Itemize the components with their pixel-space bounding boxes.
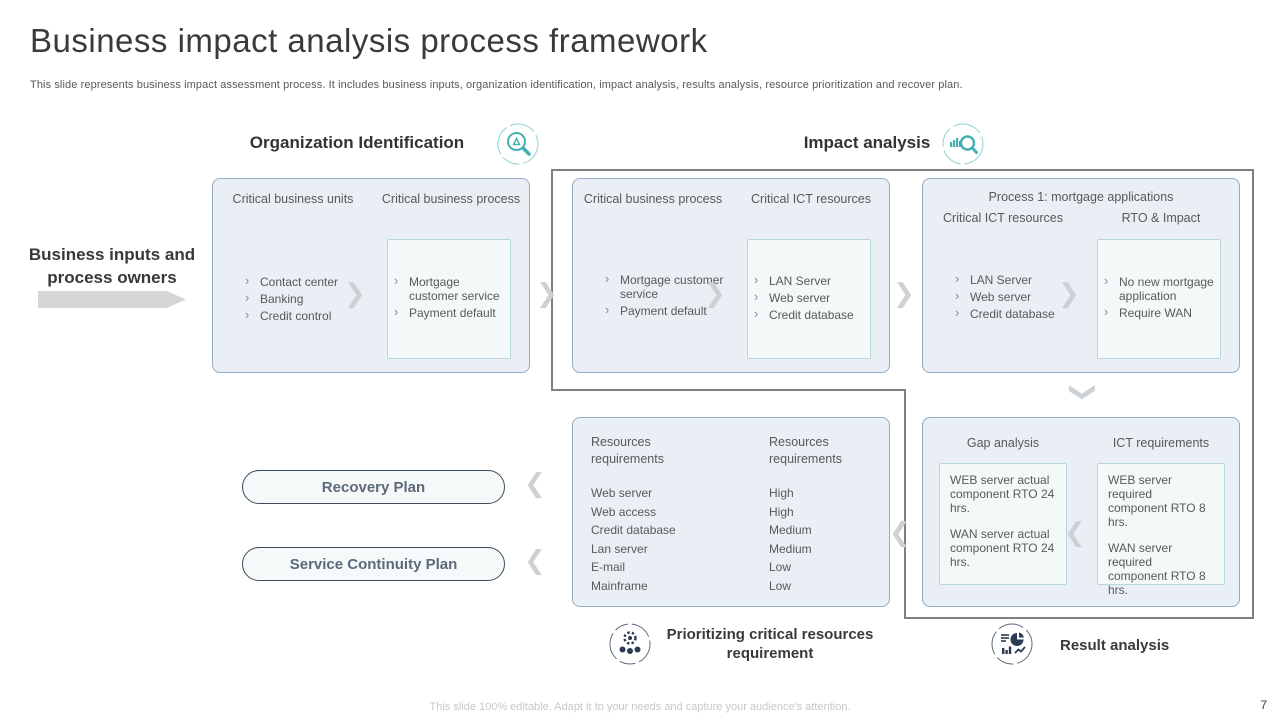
critical-ict-resources-list bbox=[752, 274, 854, 325]
table-cell: Credit database bbox=[591, 523, 676, 538]
chevron-right-icon: ❯ bbox=[344, 279, 366, 309]
table-cell: Medium bbox=[769, 523, 812, 538]
table-cell: Low bbox=[769, 560, 792, 575]
table-cell: Lan server bbox=[591, 541, 648, 556]
chevron-right-icon: ❯ bbox=[893, 279, 915, 309]
column-header: Resources requirements bbox=[769, 435, 842, 466]
list-item: › Credit control bbox=[243, 309, 375, 323]
chevron-right-icon: ❯ bbox=[1058, 279, 1080, 309]
table-cell: E-mail bbox=[591, 560, 626, 575]
gap-item: WAN server required component RTO 8 hrs. bbox=[1108, 541, 1206, 597]
slide-description: This slide represents business impact assessment process. It includes business inputs, organization identification, impact analysis, results analysis, resource prioritization and recover plan. bbox=[30, 79, 963, 91]
org-identification-box bbox=[212, 178, 530, 373]
gap-analysis-box bbox=[922, 417, 1240, 607]
impact-analysis-box-1 bbox=[572, 178, 890, 373]
column-header: RTO & Impact bbox=[1121, 211, 1201, 225]
critical-business-process-list bbox=[392, 275, 506, 323]
list-item: › Web server bbox=[752, 291, 854, 305]
rto-impact-list bbox=[1102, 275, 1216, 323]
service-continuity-plan-button[interactable]: Service Continuity Plan bbox=[242, 547, 505, 581]
magnifier-triangle-icon bbox=[496, 122, 540, 166]
table-cell: High bbox=[769, 504, 794, 519]
resources-requirements-box bbox=[572, 417, 890, 607]
prioritizing-label: Prioritizing critical resources requirement bbox=[666, 626, 874, 662]
column-header: Critical business process bbox=[583, 192, 723, 206]
recovery-plan-button[interactable]: Recovery Plan bbox=[242, 470, 505, 504]
chevron-left-icon: ❮ bbox=[524, 546, 546, 576]
list-item: › Banking bbox=[243, 292, 375, 306]
chevron-left-icon: ❮ bbox=[1064, 518, 1086, 548]
table-cell: Medium bbox=[769, 541, 812, 556]
editable-note: This slide 100% editable. Adapt it to your needs and capture your audience's attention. bbox=[429, 701, 851, 713]
table-cell: Web access bbox=[591, 504, 657, 519]
chevron-right-icon: ❯ bbox=[704, 279, 726, 309]
pie-and-bar-chart-icon bbox=[990, 622, 1034, 666]
list-item: › Payment default bbox=[603, 304, 735, 318]
resources-priority-table bbox=[591, 487, 879, 593]
column-header: Resources requirements bbox=[591, 435, 664, 466]
column-header: Gap analysis bbox=[966, 436, 1040, 450]
right-arrow-shape bbox=[38, 291, 186, 308]
gap-analysis-panel bbox=[939, 463, 1067, 585]
critical-ict-resources-panel bbox=[747, 239, 871, 359]
chevron-right-icon: ❯ bbox=[536, 279, 558, 309]
result-analysis-label: Result analysis bbox=[1060, 637, 1170, 654]
table-cell: Low bbox=[769, 578, 792, 593]
page-title: Business impact analysis process framework bbox=[30, 22, 708, 59]
column-header: Critical business units bbox=[232, 192, 354, 206]
business-inputs-label: Business inputs and process owners bbox=[28, 245, 196, 287]
chevron-left-icon: ❮ bbox=[889, 518, 911, 548]
table-cell: Mainframe bbox=[591, 578, 648, 593]
list-item: › Mortgage customer service bbox=[392, 275, 506, 303]
process-title: Process 1: mortgage applications bbox=[988, 190, 1174, 204]
process-1-box bbox=[922, 178, 1240, 373]
gap-item: WEB server actual component RTO 24 hrs. bbox=[950, 473, 1055, 515]
table-cell: Web server bbox=[591, 486, 653, 500]
list-item: › Mortgage customer service bbox=[603, 273, 735, 301]
ict-requirements-panel bbox=[1097, 463, 1225, 597]
chevron-down-icon: ❯ bbox=[1067, 381, 1098, 403]
gap-item: WAN server actual component RTO 24 hrs. bbox=[950, 527, 1055, 569]
list-item: › No new mortgage application bbox=[1102, 275, 1216, 303]
list-item: › Contact center bbox=[243, 275, 375, 289]
rto-impact-panel bbox=[1097, 239, 1221, 359]
list-item: › Require WAN bbox=[1102, 306, 1216, 320]
gear-with-dots-icon bbox=[608, 622, 652, 666]
bar-chart-magnifier-icon bbox=[941, 122, 985, 166]
list-item: › Credit database bbox=[752, 308, 854, 322]
chevron-left-icon: ❮ bbox=[524, 469, 546, 499]
section-header-impact-analysis: Impact analysis bbox=[803, 133, 931, 152]
column-header: Critical ICT resources bbox=[751, 192, 871, 206]
column-header: Critical ICT resources bbox=[943, 211, 1063, 225]
list-item: › LAN Server bbox=[752, 274, 854, 288]
gap-item: WEB server required component RTO 8 hrs. bbox=[1108, 473, 1206, 529]
table-cell: High bbox=[769, 486, 794, 500]
critical-business-process-panel bbox=[387, 239, 511, 359]
list-item: › Web server bbox=[953, 290, 1085, 304]
list-item: › LAN Server bbox=[953, 273, 1085, 287]
section-header-organization-identification: Organization Identification bbox=[249, 133, 465, 152]
column-header: Critical business process bbox=[381, 192, 521, 206]
list-item: › Payment default bbox=[392, 306, 506, 320]
list-item: › Credit database bbox=[953, 307, 1085, 321]
page-number: 7 bbox=[1260, 698, 1267, 712]
column-header: ICT requirements bbox=[1112, 436, 1210, 450]
